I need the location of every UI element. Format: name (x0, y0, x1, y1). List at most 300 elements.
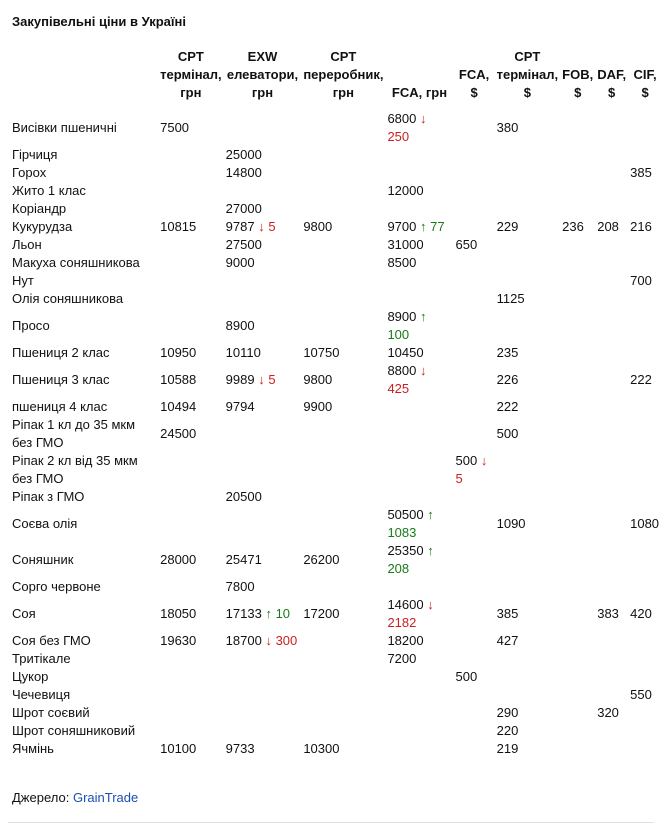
price-value: 8800 (387, 363, 417, 378)
price-cell: 9733 (225, 741, 255, 756)
price-cell (560, 686, 595, 704)
price-cell (560, 182, 595, 200)
price-cell: 10110 (225, 345, 261, 360)
price-cell: 18050 (160, 606, 197, 621)
price-cell (158, 686, 224, 704)
price-cell (301, 452, 385, 488)
price-cell (495, 452, 561, 488)
price-change-value: 425 (387, 381, 410, 396)
price-cell (454, 704, 495, 722)
price-change-value: 250 (387, 129, 410, 144)
price-cell (158, 182, 224, 200)
price-cell (301, 668, 385, 686)
price-cell: 427 (496, 633, 519, 648)
price-cell (495, 164, 561, 182)
price-cell (224, 506, 302, 542)
price-cell (560, 272, 595, 290)
price-cell: 9794 (225, 399, 255, 414)
price-cell (560, 200, 595, 218)
price-cell: 9800 (303, 372, 333, 387)
price-cell: 25471 (225, 552, 262, 567)
price-cell (454, 254, 495, 272)
price-cell (158, 722, 224, 740)
price-cell (224, 452, 302, 488)
commodity-name: Пшениця 2 клас (12, 345, 110, 360)
price-cell (560, 632, 595, 650)
price-cell (628, 200, 662, 218)
price-cell (560, 488, 595, 506)
price-cell (224, 416, 302, 452)
price-cell (560, 722, 595, 740)
price-cell (385, 416, 453, 452)
price-cell (628, 254, 662, 272)
price-cell (495, 182, 561, 200)
price-cell (454, 362, 495, 398)
table-row (8, 236, 662, 254)
price-cell (628, 344, 662, 362)
price-cell: 500 (455, 669, 478, 684)
price-cell (560, 668, 595, 686)
price-cell (301, 578, 385, 596)
commodity-name: Шрот соняшниковий (12, 723, 136, 738)
price-cell (224, 182, 302, 200)
price-cell: 14800 (225, 165, 262, 180)
price-cell (628, 668, 662, 686)
price-cell (495, 578, 561, 596)
price-cell (385, 704, 453, 722)
arrow-down-icon: ↓ (427, 597, 434, 612)
price-cell (560, 650, 595, 668)
table-row (8, 416, 662, 452)
price-cell (595, 740, 628, 758)
price-cell: 27000 (225, 201, 262, 216)
price-cell (301, 506, 385, 542)
commodity-name: Соняшник (12, 552, 74, 567)
price-cell: 222 (496, 399, 519, 414)
price-cell: 235 (496, 345, 519, 360)
price-value: 50500 (387, 507, 424, 522)
price-cell (224, 686, 302, 704)
price-cell (595, 362, 628, 398)
price-cell (628, 488, 662, 506)
price-value: 6800 (387, 111, 417, 126)
price-cell (628, 704, 662, 722)
price-cell (224, 218, 302, 236)
price-cell (158, 290, 224, 308)
price-cell (224, 110, 302, 146)
commodity-name: Просо (12, 318, 50, 333)
table-row (8, 452, 662, 488)
price-cell (385, 200, 453, 218)
price-cell (158, 506, 224, 542)
price-cell (595, 722, 628, 740)
price-change-down (265, 633, 297, 648)
price-cell (301, 704, 385, 722)
price-cell (301, 254, 385, 272)
price-cell (595, 452, 628, 488)
price-cell (385, 542, 453, 578)
price-cell (595, 416, 628, 452)
arrow-down-icon: ↓ (265, 633, 272, 648)
commodity-name: Соєва олія (12, 516, 78, 531)
price-cell (454, 344, 495, 362)
price-cell (385, 362, 453, 398)
price-cell: 385 (496, 606, 519, 621)
price-cell: 550 (630, 687, 652, 702)
price-value: 9989 (225, 372, 255, 387)
table-row (8, 542, 662, 578)
price-cell: 10494 (160, 399, 197, 414)
table-row (8, 164, 662, 182)
table-row (8, 290, 662, 308)
price-cell (495, 668, 561, 686)
price-cell: 220 (496, 723, 519, 738)
price-cell (385, 686, 453, 704)
price-cell (560, 542, 595, 578)
price-cell (628, 110, 662, 146)
price-cell: 700 (630, 273, 652, 288)
price-cell: 18200 (387, 633, 424, 648)
price-cell (454, 740, 495, 758)
arrow-up-icon: ↑ (427, 507, 434, 522)
price-cell (628, 578, 662, 596)
table-row (8, 398, 662, 416)
price-cell (301, 632, 385, 650)
price-cell (454, 398, 495, 416)
price-value: 9787 (225, 219, 255, 234)
column-header: DAF, $ (597, 67, 627, 100)
price-cell: 10588 (160, 372, 197, 387)
price-cell (560, 596, 595, 632)
price-cell: 10750 (303, 345, 340, 360)
price-change-value: 77 (430, 219, 445, 234)
price-cell (595, 182, 628, 200)
commodity-name: Ріпак 2 кл від 35 мкм без ГМО (12, 453, 138, 486)
column-header: FCA, грн (391, 85, 448, 100)
price-cell: 31000 (387, 237, 424, 252)
price-cell (560, 164, 595, 182)
price-cell (454, 596, 495, 632)
price-cell (560, 578, 595, 596)
price-cell: 8900 (225, 318, 255, 333)
price-cell (628, 308, 662, 344)
price-cell (301, 182, 385, 200)
price-cell (454, 542, 495, 578)
price-cell (158, 578, 224, 596)
commodity-name: Коріандр (12, 201, 67, 216)
price-change-value: 10 (275, 606, 291, 621)
price-cell (628, 650, 662, 668)
price-cell (495, 542, 561, 578)
column-header: EXW елеватори, грн (226, 49, 299, 100)
price-cell (224, 722, 302, 740)
price-cell (385, 290, 453, 308)
price-cell (595, 110, 628, 146)
price-cell (224, 668, 302, 686)
price-cell: 10450 (387, 345, 424, 360)
price-cell: 10300 (303, 741, 340, 756)
price-cell (224, 362, 302, 398)
price-cell (595, 650, 628, 668)
price-cell (224, 704, 302, 722)
price-cell (454, 308, 495, 344)
price-change-value: 100 (387, 327, 410, 342)
price-cell (158, 164, 224, 182)
price-cell (560, 398, 595, 416)
price-cell (595, 236, 628, 254)
price-cell (628, 542, 662, 578)
price-cell: 385 (630, 165, 652, 180)
column-header: CPT термінал, $ (496, 49, 559, 100)
price-cell (158, 254, 224, 272)
price-cell (454, 290, 495, 308)
price-cell: 10950 (160, 345, 197, 360)
price-cell (495, 254, 561, 272)
price-cell (385, 722, 453, 740)
price-cell (595, 254, 628, 272)
price-change-value: 2182 (387, 615, 417, 630)
price-cell (560, 704, 595, 722)
commodity-name: Гірчиця (12, 147, 58, 162)
source-line (12, 790, 138, 805)
price-cell (595, 200, 628, 218)
price-cell (454, 650, 495, 668)
price-cell (158, 200, 224, 218)
price-cell (595, 308, 628, 344)
price-cell (595, 488, 628, 506)
price-cell (158, 272, 224, 290)
price-change-value: 5 (268, 219, 276, 234)
price-cell (628, 452, 662, 488)
price-cell (158, 452, 224, 488)
price-cell (454, 686, 495, 704)
table-row (8, 506, 662, 542)
price-cell (301, 308, 385, 344)
table-row (8, 254, 662, 272)
price-cell: 290 (496, 705, 519, 720)
price-cell (385, 452, 453, 488)
price-cell (385, 146, 453, 164)
price-cell (628, 416, 662, 452)
price-value: 8900 (387, 309, 417, 324)
price-cell (495, 650, 561, 668)
price-cell (454, 722, 495, 740)
arrow-down-icon: ↓ (419, 363, 427, 378)
price-cell (560, 506, 595, 542)
column-header: FOB, $ (562, 67, 594, 100)
table-row (8, 308, 662, 344)
price-change-value: 5 (268, 372, 276, 387)
price-cell (560, 110, 595, 146)
price-cell (158, 146, 224, 164)
price-value: 500 (455, 453, 478, 468)
price-cell (454, 164, 495, 182)
price-cell (224, 596, 302, 632)
price-cell (454, 218, 495, 236)
arrow-down-icon: ↓ (419, 111, 427, 126)
price-cell (301, 650, 385, 668)
price-cell (454, 632, 495, 650)
table-row (8, 704, 662, 722)
arrow-up-icon: ↑ (265, 606, 272, 621)
price-cell (385, 308, 453, 344)
price-cell: 650 (455, 237, 478, 252)
column-header: CPT переробник, грн (303, 49, 384, 100)
price-cell: 20500 (225, 489, 262, 504)
price-cell: 25000 (225, 147, 262, 162)
price-cell: 7200 (387, 651, 417, 666)
price-cell: 1090 (496, 516, 526, 531)
price-cell (385, 272, 453, 290)
price-cell (560, 416, 595, 452)
price-cell: 1080 (630, 516, 660, 531)
price-cell (301, 686, 385, 704)
price-cell (595, 146, 628, 164)
price-cell: 229 (496, 219, 519, 234)
price-cell (301, 200, 385, 218)
table-row (8, 632, 662, 650)
price-cell (158, 704, 224, 722)
price-cell: 226 (496, 372, 519, 387)
commodity-name: Сорго червоне (12, 579, 101, 594)
table-row (8, 200, 662, 218)
price-cell (454, 488, 495, 506)
commodity-name: Жито 1 клас (12, 183, 86, 198)
price-cell: 7800 (225, 579, 255, 594)
price-cell: 10100 (160, 741, 197, 756)
price-cell: 9800 (303, 219, 333, 234)
price-cell: 28000 (160, 552, 197, 567)
price-cell (628, 632, 662, 650)
page-title: Закупівельні ціни в Україні (12, 14, 187, 29)
column-header: CPT термінал, грн (160, 49, 222, 100)
commodity-name: Соя без ГМО (12, 633, 91, 648)
prices-table (8, 48, 662, 758)
commodity-name: Чечевиця (12, 687, 71, 702)
price-cell (385, 218, 453, 236)
table-row (8, 596, 662, 632)
arrow-down-icon: ↓ (258, 372, 265, 387)
price-change-value: 300 (275, 633, 298, 648)
column-header (8, 48, 158, 110)
price-change-value: 5 (455, 471, 463, 486)
price-value: 17133 (225, 606, 262, 621)
price-cell (301, 146, 385, 164)
price-cell (595, 272, 628, 290)
price-cell (301, 272, 385, 290)
price-cell: 24500 (160, 426, 197, 441)
table-header-row (8, 48, 662, 110)
price-cell (495, 236, 561, 254)
price-cell (595, 668, 628, 686)
price-cell: 208 (597, 219, 619, 234)
commodity-name: Шрот соєвий (12, 705, 90, 720)
price-cell: 7500 (160, 120, 190, 135)
table-row (8, 650, 662, 668)
price-cell (454, 452, 495, 488)
price-cell (224, 272, 302, 290)
arrow-down-icon: ↓ (480, 453, 488, 468)
price-cell: 1125 (496, 291, 525, 306)
price-cell (224, 650, 302, 668)
price-cell (385, 578, 453, 596)
price-cell (628, 740, 662, 758)
price-cell (158, 308, 224, 344)
price-change-down (258, 372, 275, 387)
price-cell (495, 146, 561, 164)
price-change-down (258, 219, 275, 234)
price-cell (560, 236, 595, 254)
table-row (8, 146, 662, 164)
price-change-value: 208 (387, 561, 410, 576)
price-cell (628, 236, 662, 254)
arrow-up-icon: ↑ (419, 309, 427, 324)
table-row (8, 722, 662, 740)
price-cell: 19630 (160, 633, 197, 648)
price-cell (595, 686, 628, 704)
price-cell: 12000 (387, 183, 424, 198)
commodity-name: Олія соняшникова (12, 291, 124, 306)
price-cell (595, 164, 628, 182)
price-cell (385, 488, 453, 506)
price-cell (595, 578, 628, 596)
price-cell (301, 416, 385, 452)
price-cell: 8500 (387, 255, 417, 270)
table-row (8, 218, 662, 236)
price-cell (158, 668, 224, 686)
price-cell: 216 (630, 219, 652, 234)
price-cell (385, 110, 453, 146)
price-cell (301, 236, 385, 254)
price-cell (560, 254, 595, 272)
commodity-name: Льон (12, 237, 42, 252)
price-cell (595, 506, 628, 542)
price-cell (560, 290, 595, 308)
commodity-name: Горох (12, 165, 47, 180)
source-label: Джерело: (12, 790, 70, 805)
price-value: 25350 (387, 543, 424, 558)
price-cell (301, 110, 385, 146)
source-link[interactable]: GrainTrade (72, 790, 139, 805)
price-cell (454, 578, 495, 596)
commodity-name: Ріпак з ГМО (12, 489, 85, 504)
price-change-up (420, 219, 445, 234)
price-cell (560, 362, 595, 398)
table-row (8, 110, 662, 146)
table-row (8, 344, 662, 362)
price-change-up (265, 606, 290, 621)
commodity-name: пшениця 4 клас (12, 399, 108, 414)
price-cell (495, 488, 561, 506)
price-cell (595, 632, 628, 650)
price-cell (454, 506, 495, 542)
price-cell: 383 (597, 606, 619, 621)
price-cell (495, 272, 561, 290)
price-cell (495, 200, 561, 218)
commodity-name: Пшениця 3 клас (12, 372, 110, 387)
price-cell (454, 272, 495, 290)
commodity-name: Соя (12, 606, 36, 621)
commodity-name: Кукурудза (12, 219, 73, 234)
divider (8, 822, 654, 823)
price-cell (301, 722, 385, 740)
commodity-name: Цукор (12, 669, 49, 684)
arrow-up-icon: ↑ (427, 543, 434, 558)
price-cell (560, 740, 595, 758)
table-row (8, 686, 662, 704)
table-row (8, 668, 662, 686)
price-cell (301, 164, 385, 182)
